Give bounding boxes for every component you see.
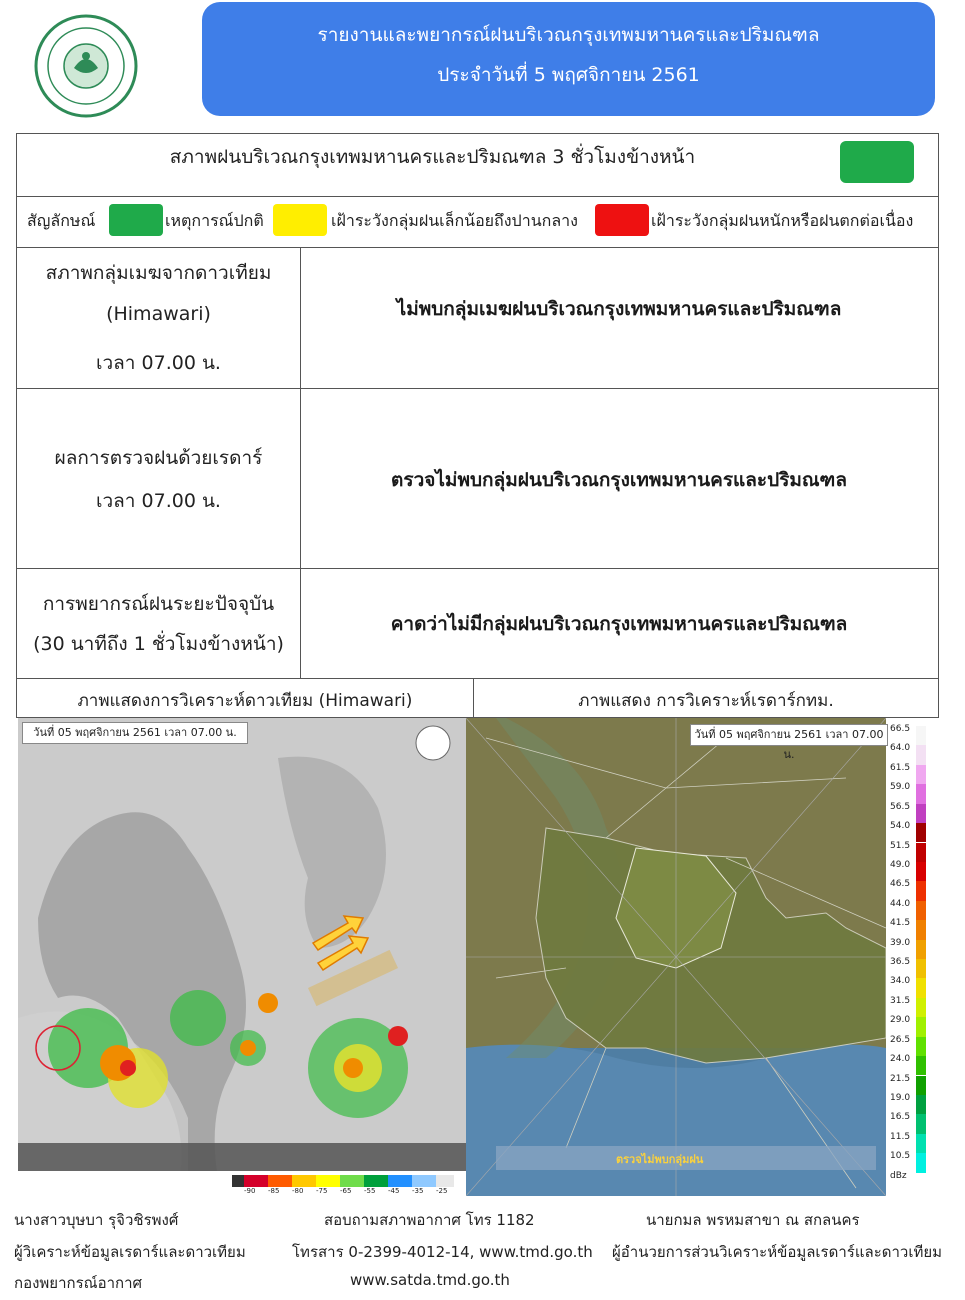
dbz-scale-label: 66.5	[890, 724, 911, 734]
dbz-scale-band	[916, 978, 926, 997]
dbz-scale-band	[916, 920, 926, 939]
satellite-image	[18, 718, 466, 1196]
report-date: ประจำวันที่ 5 พฤศจิกายน 2561	[437, 64, 700, 86]
dbz-scale-band	[916, 1134, 926, 1153]
dbz-scale-label: 24.0	[890, 1054, 911, 1065]
dbz-scale-band	[916, 784, 926, 803]
radar-timestamp: วันที่ 05 พฤศจิกายน 2561 เวลา 07.00 น.	[690, 724, 888, 746]
footer-left-name: นางสาวบุษบา รุจิวชิรพงศ์	[14, 1211, 179, 1229]
radar-result: ตรวจไม่พบกลุ่มฝนบริเวณกรุงเทพมหานครและปริมณฑล	[391, 469, 847, 491]
dbz-scale-band	[916, 998, 926, 1017]
dbz-scale-band	[916, 843, 926, 862]
footer-phone: สอบถามสภาพอากาศ โทร 1182	[324, 1211, 535, 1229]
rain-status-row	[16, 133, 939, 197]
satellite-image-heading: ภาพแสดงการวิเคราะห์ดาวเทียม (Himawari)	[77, 691, 413, 711]
dbz-scale-band	[916, 1056, 926, 1075]
radar-result-cell	[300, 389, 938, 568]
dbz-scale-label: 56.5	[890, 801, 911, 812]
radar-row	[16, 389, 939, 569]
dbz-scale-label: 21.5	[890, 1073, 911, 1084]
report-title: รายงานและพยากรณ์ฝนบริเวณกรุงเทพมหานครและปริมณฑล	[317, 24, 820, 46]
dbz-scale-band	[916, 1037, 926, 1056]
legend-swatch-normal	[109, 204, 163, 236]
dbz-scale-label: 10.5	[890, 1151, 911, 1162]
dbz-scale-band	[916, 745, 926, 764]
dbz-scale-band	[916, 765, 926, 784]
footer-satda-website: www.satda.tmd.go.th	[350, 1271, 510, 1289]
satellite-timestamp: วันที่ 05 พฤศจิกายน 2561 เวลา 07.00 น.	[22, 722, 248, 744]
dbz-scale-label: 16.5	[890, 1112, 911, 1123]
dbz-scale-band	[916, 901, 926, 920]
radar-label-cell	[17, 389, 301, 568]
forecast-result: คาดว่าไม่มีกลุ่มฝนบริเวณกรุงเทพมหานครและปริมณฑล	[390, 613, 848, 635]
satellite-label-1: สภาพกลุ่มเมฆจากดาวเทียม	[45, 262, 272, 284]
dbz-scale-label: 31.5	[890, 995, 911, 1006]
dbz-scale-label: 19.0	[890, 1092, 911, 1103]
legend-text-light-rain: เฝ้าระวังกลุ่มฝนเล็กน้อยถึงปานกลาง	[331, 211, 578, 230]
dbz-scale-label: 36.5	[890, 957, 911, 967]
dbz-scale-label: 49.0	[890, 859, 911, 870]
footer-right-role: ผู้อำนวยการส่วนวิเคราะห์ข้อมูลเรดาร์และดาวเทียม	[612, 1243, 943, 1261]
radar-caption: ตรวจไม่พบกลุ่มฝน	[616, 1153, 704, 1166]
dbz-scale-band	[916, 726, 926, 745]
dbz-scale-label: 41.5	[890, 918, 911, 929]
dbz-scale-label: 54.0	[890, 821, 911, 832]
legend-row	[16, 196, 939, 248]
footer-left-dept: กองพยากรณ์อากาศ	[14, 1274, 143, 1292]
department-logo	[30, 12, 142, 120]
dbz-scale-label: 44.0	[890, 898, 911, 909]
radar-label-2: เวลา 07.00 น.	[96, 490, 221, 512]
image-headings-row	[16, 678, 939, 718]
dbz-scale-label: 59.0	[890, 782, 911, 793]
dbz-scale-band	[916, 823, 926, 842]
dbz-scale-band	[916, 862, 926, 881]
dbz-scale-band	[916, 1076, 926, 1095]
sat-scale-label: -75	[316, 1187, 328, 1195]
dbz-scale-label: 29.0	[890, 1015, 911, 1026]
forecast-label-2: (30 นาทีถึง 1 ชั่วโมงข้างหน้า)	[33, 633, 284, 655]
dbz-scale-label: 11.5	[890, 1131, 911, 1142]
dbz-scale-label: 51.5	[890, 840, 911, 851]
radar-image	[466, 718, 932, 1196]
satellite-result-cell	[300, 248, 938, 388]
legend-text-heavy-rain: เฝ้าระวังกลุ่มฝนหนักหรือฝนตกต่อเนื่อง	[651, 211, 914, 230]
footer-right-name: นายกมล พรหมสาขา ณ สกลนคร	[646, 1211, 860, 1229]
sat-scale-label: -25	[436, 1187, 448, 1195]
dbz-scale-band	[916, 1153, 926, 1172]
dbz-scale-band	[916, 959, 926, 978]
satellite-label-2: (Himawari)	[106, 303, 211, 325]
sat-scale-label: -85	[268, 1187, 280, 1195]
forecast-label-1: การพยากรณ์ฝนระยะปัจจุบัน	[42, 593, 275, 615]
satellite-label-3: เวลา 07.00 น.	[96, 352, 221, 374]
satellite-color-scale	[234, 1187, 456, 1196]
forecast-result-cell	[300, 569, 938, 678]
dbz-scale-band	[916, 1017, 926, 1036]
sat-scale-label: -65	[340, 1187, 352, 1195]
satellite-label-cell	[17, 248, 301, 388]
footer-fax-website: โทรสาร 0-2399-4012-14, www.tmd.go.th	[292, 1243, 593, 1261]
footer-left-role: ผู้วิเคราะห์ข้อมูลเรดาร์และดาวเทียม	[14, 1243, 246, 1261]
radar-label-1: ผลการตรวจฝนด้วยเรดาร์	[54, 447, 263, 469]
dbz-scale-band	[916, 1114, 926, 1133]
dbz-scale-band	[916, 881, 926, 900]
dbz-scale-label: 46.5	[890, 879, 911, 890]
status-indicator-green	[840, 141, 914, 183]
satellite-result: ไม่พบกลุ่มเมฆฝนบริเวณกรุงเทพมหานครและปริมณฑล	[396, 298, 842, 320]
legend-swatch-light-rain	[273, 204, 327, 236]
forecast-row	[16, 569, 939, 679]
dbz-scale-label: 39.0	[890, 937, 911, 948]
radar-image-heading: ภาพแสดง การวิเคราะห์เรดาร์กทม.	[578, 691, 834, 711]
rain-status-title: สภาพฝนบริเวณกรุงเทพมหานครและปริมณฑล 3 ชั่วโมงข้างหน้า	[169, 146, 696, 168]
dbz-scale-label: 26.5	[890, 1034, 911, 1045]
dbz-scale-band	[916, 804, 926, 823]
dbz-scale-band	[916, 940, 926, 959]
dbz-scale-label: 64.0	[890, 743, 911, 754]
report-banner	[202, 2, 935, 116]
dbz-scale-band	[916, 1095, 926, 1114]
sat-scale-label: -35	[412, 1187, 424, 1195]
sat-scale-label: -45	[388, 1187, 400, 1195]
dbz-scale-label: 34.0	[890, 976, 911, 987]
dbz-scale-label: dBz	[890, 1170, 907, 1181]
satellite-row	[16, 248, 939, 389]
legend-label: สัญลักษณ์	[27, 211, 96, 230]
legend-text-normal: เหตุการณ์ปกติ	[165, 211, 264, 230]
legend-swatch-heavy-rain	[595, 204, 649, 236]
sat-scale-label: -55	[364, 1187, 376, 1195]
forecast-label-cell	[17, 569, 301, 678]
radar-dbz-scale	[890, 724, 930, 1190]
dbz-scale-label: 61.5	[890, 762, 911, 773]
sat-scale-label: -90	[244, 1187, 256, 1195]
sat-scale-label: -80	[292, 1187, 304, 1195]
